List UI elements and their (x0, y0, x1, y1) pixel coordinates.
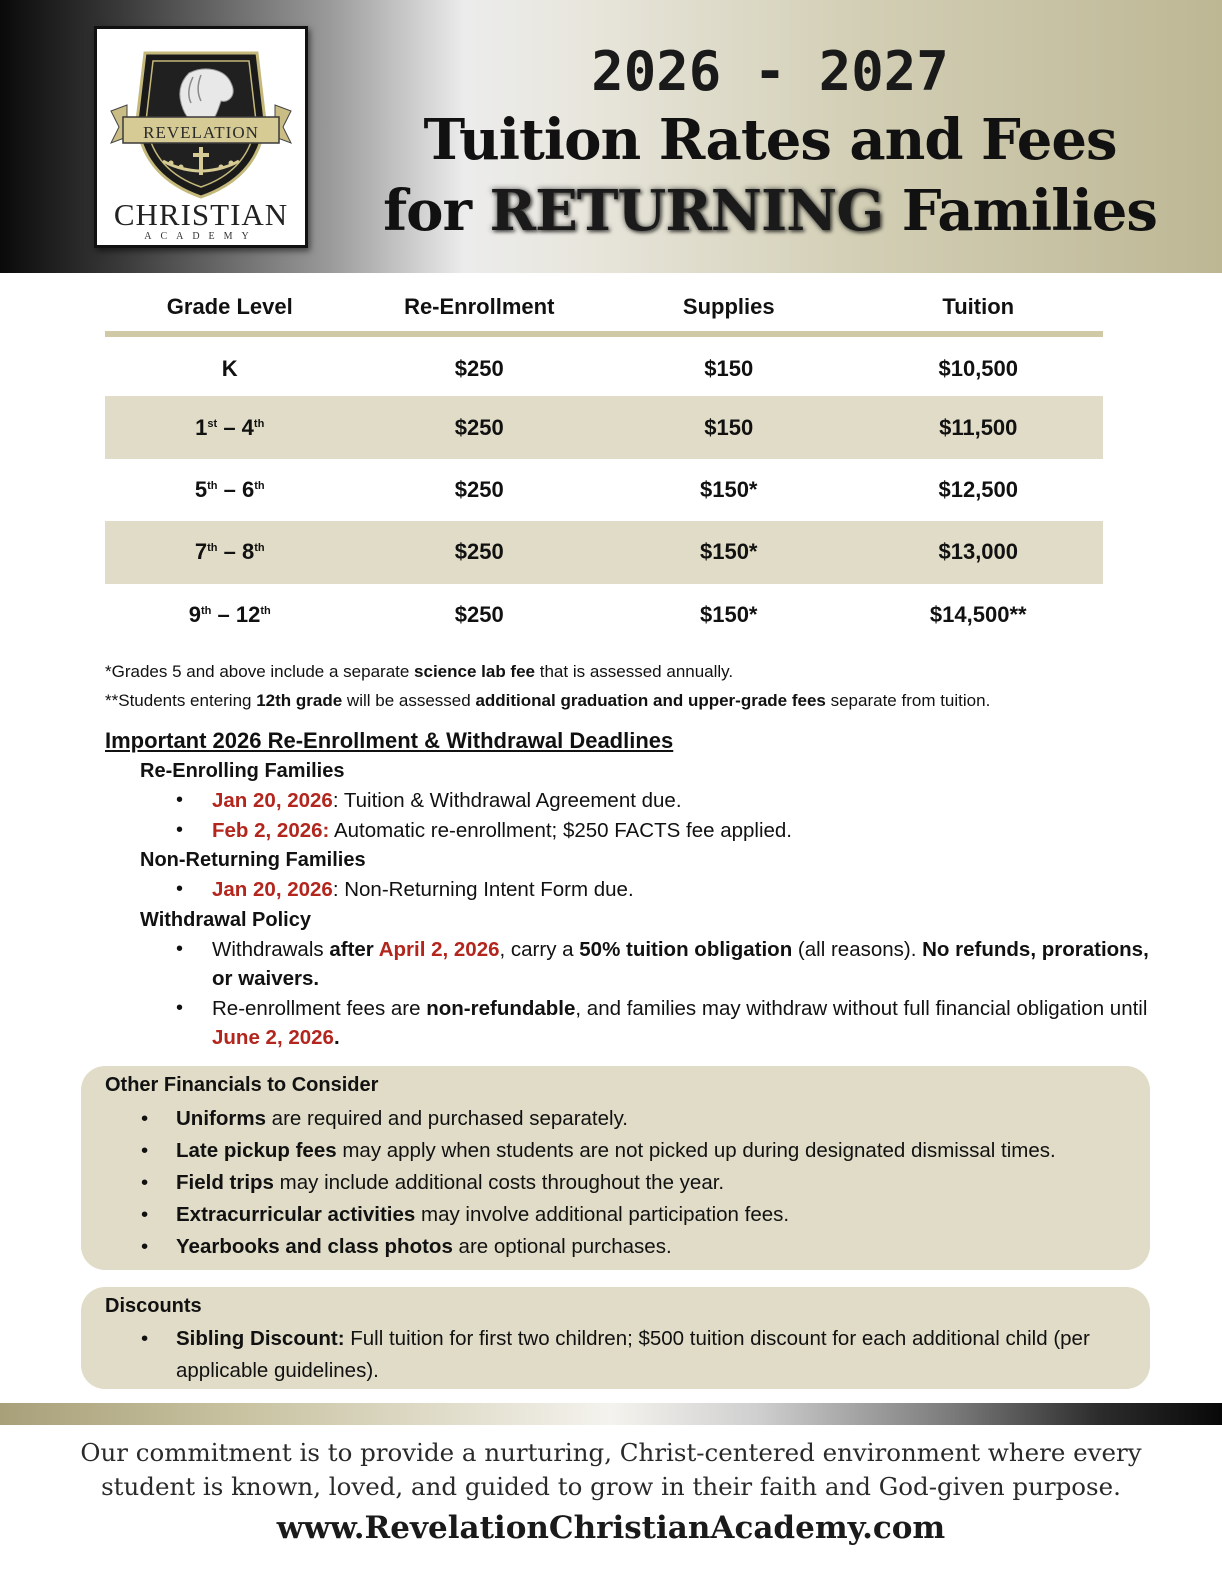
reenrolling-list (176, 786, 1165, 845)
list-item: • Re-enrollment fees are non-refundable, and families may withdraw without full financial obligation until June 2, 2026. (176, 994, 1165, 1053)
reenroll-cell: $250 (454, 601, 504, 627)
title-line-1: Tuition Rates and Fees (423, 107, 1117, 173)
grade-cell: K (221, 355, 238, 381)
supplies-cell: $150* (699, 539, 758, 565)
title-year: 2026 - 2027 (591, 40, 949, 103)
grade-cell: 9th – 12th (188, 601, 271, 627)
deadlines-section (105, 726, 1165, 1053)
grade-cell: 5th – 6th (194, 476, 265, 502)
nonreturning-heading: Non-Returning Families (140, 849, 366, 871)
table-row (105, 459, 1103, 521)
header-band (0, 0, 1222, 273)
reenrolling-heading: Re-Enrolling Families (140, 760, 345, 782)
gradient-divider (0, 1403, 1222, 1425)
list-item: • Feb 2, 2026: Automatic re-enrollment; $250 FACTS fee applied. (176, 816, 1165, 846)
discounts-panel (81, 1287, 1150, 1389)
logo-name-text: CHRISTIAN (113, 197, 289, 232)
website-link[interactable]: www.RevelationChristianAcademy.com (276, 1510, 946, 1546)
tuition-cell: $12,500 (938, 476, 1019, 502)
footnote-2: **Students entering 12th grade will be assessed additional graduation and upper-grade fees separate from tuition. (105, 691, 991, 710)
financials-title: Other Financials to Consider (105, 1074, 379, 1096)
tuition-cell: $11,500 (939, 414, 1018, 440)
list-item: • Field trips may include additional costs throughout the year. (141, 1167, 1056, 1199)
tuition-cell: $13,000 (938, 539, 1019, 565)
supplies-cell: $150 (704, 355, 754, 381)
header-grade-level: Grade Level (166, 293, 293, 319)
list-item: • Withdrawals after April 2, 2026, carry a 50% tuition obligation (all reasons). No refunds, prorations, or waivers. (176, 935, 1165, 994)
supplies-cell: $150 (704, 414, 754, 440)
header-supplies: Supplies (682, 293, 775, 319)
list-item: • Sibling Discount: Full tuition for first two children; $500 tuition discount for each additional child (per applicable guidelines). (141, 1323, 1101, 1387)
list-item: • Jan 20, 2026: Tuition & Withdrawal Agreement due. (176, 786, 1165, 816)
list-item: • Uniforms are required and purchased separately. (141, 1103, 1056, 1135)
tuition-cell: $14,500** (929, 601, 1027, 627)
withdrawal-list (176, 935, 1165, 1053)
table-row (105, 334, 1103, 396)
header-tuition: Tuition (942, 293, 1015, 319)
table-row (105, 521, 1103, 583)
title-emphasis: RETURNING (489, 178, 884, 244)
financials-panel (81, 1066, 1150, 1270)
reenroll-cell: $250 (454, 414, 504, 440)
deadlines-title: Important 2026 Re-Enrollment & Withdrawal Deadlines (105, 728, 674, 753)
reenroll-cell: $250 (454, 476, 504, 502)
list-item: • Jan 20, 2026: Non-Returning Intent Form due. (176, 875, 1165, 905)
tuition-cell: $10,500 (938, 355, 1019, 381)
table-row (105, 396, 1103, 458)
commitment-statement: Our commitment is to provide a nurturing, Christ-centered environment where every student is known, loved, and guided to grow in their faith and God-given purpose. (80, 1438, 1142, 1501)
school-logo (94, 26, 308, 248)
logo-sub-text: ACADEMY (144, 231, 258, 242)
page-title (330, 40, 1210, 246)
table-row (105, 584, 1103, 646)
supplies-cell: $150* (699, 476, 758, 502)
withdrawal-heading: Withdrawal Policy (140, 908, 311, 931)
header-re-enrollment: Re-Enrollment (404, 293, 555, 319)
discounts-list (141, 1323, 1101, 1387)
logo-banner-text: REVELATION (143, 123, 259, 142)
title-line-2: for RETURNING Families (383, 178, 1157, 244)
list-item: • Late pickup fees may apply when students are not picked up during designated dismissal times. (141, 1135, 1056, 1167)
table-header-row (105, 282, 1103, 334)
tuition-table (105, 282, 1103, 646)
list-item: • Yearbooks and class photos are optional purchases. (141, 1231, 1056, 1263)
list-item: • Extracurricular activities may involve additional participation fees. (141, 1199, 1056, 1231)
discounts-title: Discounts (105, 1295, 202, 1317)
reenroll-cell: $250 (454, 539, 504, 565)
footnote-1: *Grades 5 and above include a separate science lab fee that is assessed annually. (105, 662, 734, 681)
reenroll-cell: $250 (454, 355, 504, 381)
grade-cell: 1st – 4th (195, 414, 265, 440)
financials-list (141, 1103, 1056, 1263)
supplies-cell: $150* (699, 601, 758, 627)
nonreturning-list (176, 875, 1165, 905)
grade-cell: 7th – 8th (194, 539, 265, 565)
table-footnotes (105, 657, 1185, 715)
